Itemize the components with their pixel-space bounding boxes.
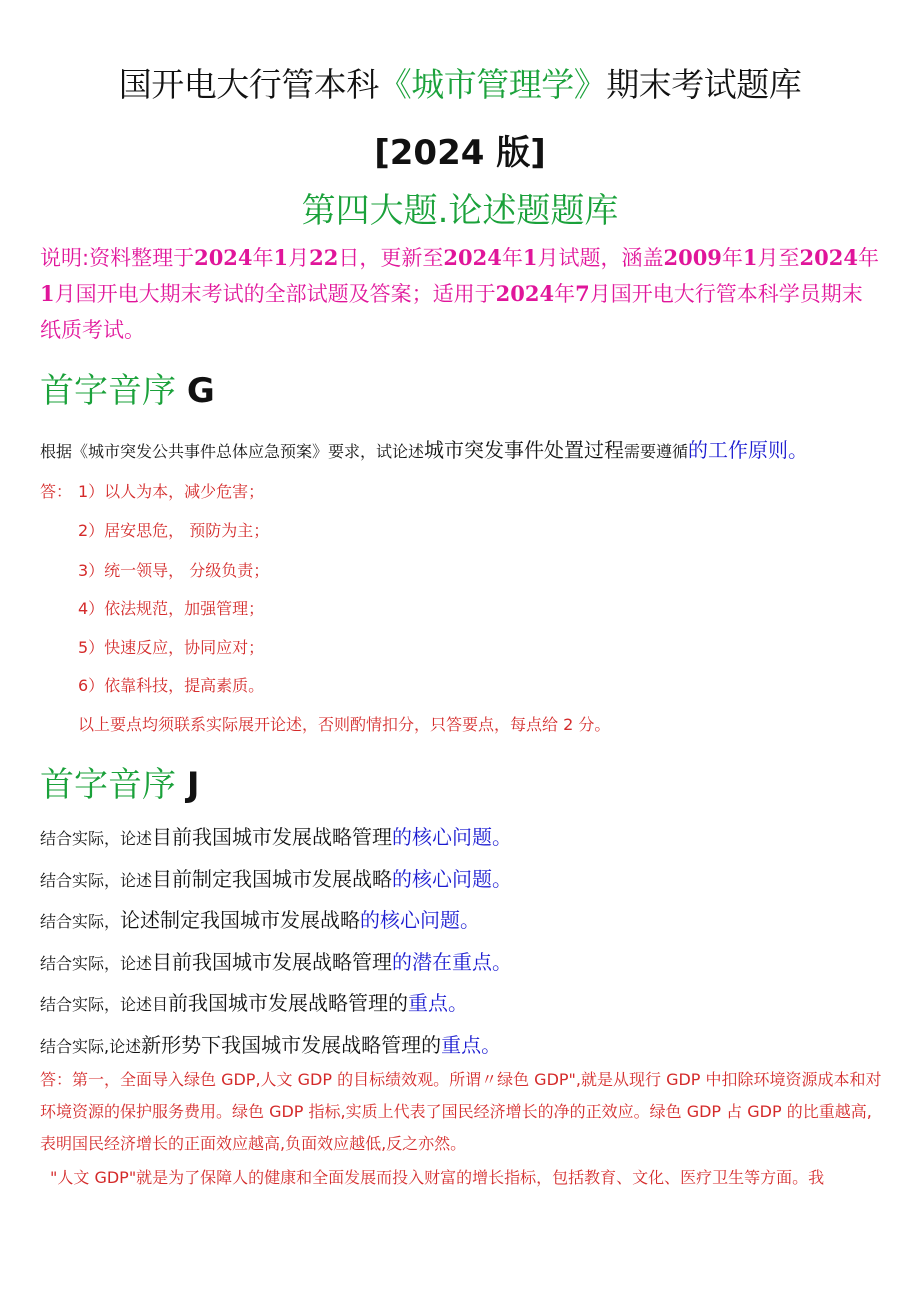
question-lead: 结合实际,论述 xyxy=(40,1037,142,1056)
note-number: 22 xyxy=(309,245,339,270)
question-lead: 结合实际， xyxy=(40,912,121,931)
question-key: 前我国城市发展战略管理的 xyxy=(168,991,409,1015)
question-lead: 结合实际，论述 xyxy=(40,829,153,848)
note-text: 年 xyxy=(721,246,743,270)
note-number: 2024 xyxy=(443,245,502,270)
question-j-2 xyxy=(40,865,512,895)
note-number: 1 xyxy=(40,281,55,306)
note-number: 7 xyxy=(575,281,590,306)
note-text: 月至 xyxy=(757,246,800,270)
note-text: 年 xyxy=(858,246,879,270)
answer-item: 1）以人为本，减少危害； xyxy=(78,482,265,501)
note-text: 年 xyxy=(554,282,576,306)
question-j-3 xyxy=(40,906,480,936)
answer-item: 6）依靠科技，提高素质。 xyxy=(78,676,265,695)
question-focus: 重点。 xyxy=(408,991,469,1015)
question-key: 目前我国城市发展战略管理 xyxy=(152,825,393,849)
question-key: 论述制定我国城市发展战略 xyxy=(120,908,361,932)
note-text: 月国开电大期末考试的全部试题及答案；适用于 xyxy=(54,282,496,306)
answer-item: 2）居安思危， 预防为主； xyxy=(78,521,270,540)
answer-prefix: 答： xyxy=(40,482,73,501)
index-heading-j xyxy=(40,762,199,808)
question-lead: 结合实际，论述 xyxy=(40,954,153,973)
question-j-4 xyxy=(40,948,512,978)
question-key: 目前我国城市发展战略管理 xyxy=(152,950,393,974)
note-number: 1 xyxy=(742,245,758,270)
note-text: 年 xyxy=(252,246,274,270)
note-text: 年 xyxy=(501,246,523,270)
index-heading-letter: J xyxy=(186,765,200,805)
note-number: 1 xyxy=(273,245,289,270)
question-focus: 的工作原则。 xyxy=(688,438,809,462)
note-number: 2024 xyxy=(495,281,555,306)
note-text: 日，更新至 xyxy=(338,246,444,270)
index-heading-g xyxy=(40,368,215,414)
title-prefix: 国开电大行管本科 xyxy=(118,65,379,104)
question-j-1 xyxy=(40,823,512,853)
question-g-1 xyxy=(40,436,808,466)
section-heading: 第四大题.论述题题库 xyxy=(301,191,619,231)
question-lead: 根据《城市突发公共事件总体应急预案》要求，试论述 xyxy=(40,442,425,461)
note-text: 月 xyxy=(288,246,310,270)
answer-note: 以上要点均须联系实际展开论述，否则酌情扣分，只答要点，每点给 2 分。 xyxy=(78,715,611,734)
note-number: 1 xyxy=(522,245,538,270)
note-number: 2009 xyxy=(663,245,722,270)
question-focus: 的核心问题。 xyxy=(360,908,481,932)
question-focus: 的潜在重点。 xyxy=(392,950,513,974)
index-heading-label: 首字音序 xyxy=(40,765,176,805)
question-lead: 结合实际，论述 xyxy=(40,871,153,890)
question-key: 新形势下我国城市发展战略管理的 xyxy=(141,1033,442,1057)
index-heading-label: 首字音序 xyxy=(40,371,176,411)
description-note xyxy=(40,240,882,348)
question-lead: 需要遵循 xyxy=(624,442,689,461)
question-focus: 的核心问题。 xyxy=(392,867,513,891)
answer-item: 5）快速反应，协同应对； xyxy=(78,638,265,657)
answer-item: 3）统一领导， 分级负责； xyxy=(78,561,270,580)
note-text: 月试题，涵盖 xyxy=(537,246,664,270)
answer-item: 4）依法规范，加强管理； xyxy=(78,599,265,618)
document-title xyxy=(0,62,920,108)
edition-label: [2024 版] xyxy=(374,133,546,173)
answer-paragraph: 答：第一，全面导入绿色 GDP,人文 GDP 的目标绩效观。所谓〃绿色 GDP",就是从现行 GDP 中扣除环境资源成本和对环境资源的保护服务费用。绿色 GDP 指标,实质上代表了国民经济增长的净的正效应。绿色 GDP 占 GDP 的比重越高,表明国民经济增长的正面效应越高,负面效应越低,反之亦然。 xyxy=(40,1070,882,1153)
question-focus: 的核心问题。 xyxy=(392,825,513,849)
note-number: 2024 xyxy=(799,245,858,270)
title-suffix: 期末考试题库 xyxy=(606,65,802,104)
note-text: 说明:资料整理于 xyxy=(40,246,195,270)
question-key: 城市突发事件处置过程 xyxy=(424,438,625,462)
answer-paragraph: "人文 GDP"就是为了保障人的健康和全面发展而投入财富的增长指标，包括教育、文化、医疗卫生等方面。我 xyxy=(50,1168,825,1187)
note-text: 月国开电大行管本科学员期末纸质考试。 xyxy=(40,282,863,342)
question-focus: 重点。 xyxy=(441,1033,502,1057)
index-heading-letter: G xyxy=(186,371,215,411)
question-lead: 结合实际，论述目 xyxy=(40,995,169,1014)
title-book-name: 《城市管理学》 xyxy=(378,65,607,104)
question-j-5 xyxy=(40,989,468,1019)
question-j-6 xyxy=(40,1031,501,1061)
note-number: 2024 xyxy=(194,245,253,270)
question-key: 目前制定我国城市发展战略 xyxy=(152,867,393,891)
